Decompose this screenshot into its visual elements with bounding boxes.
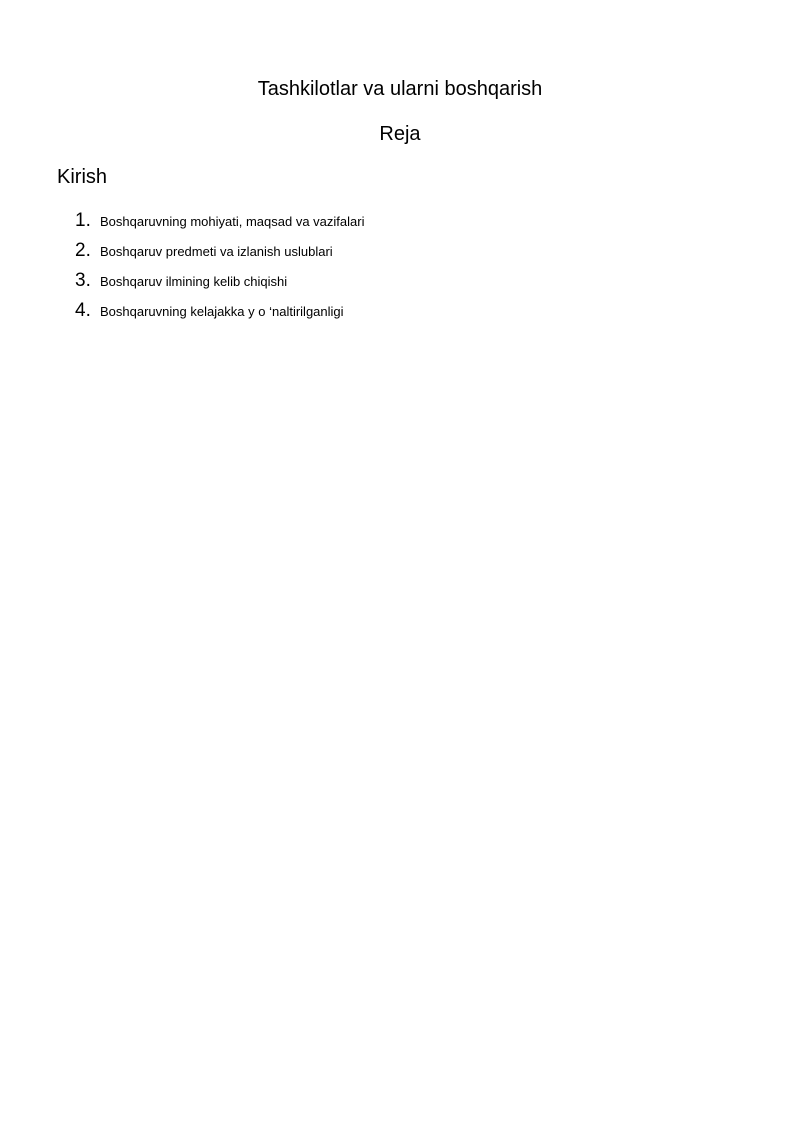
plan-heading: Reja [379, 123, 421, 145]
plan-item [75, 238, 364, 268]
plan-item-text: Boshqaruvning mohiyati, maqsad va vazifalari [100, 214, 365, 229]
plan-item-number: 1. [75, 210, 91, 231]
plan-list [75, 208, 364, 328]
plan-item-number: 4. [75, 300, 91, 321]
introduction-heading: Kirish [57, 166, 108, 188]
plan-item-text: Boshqaruv ilmining kelib chiqishi [100, 274, 288, 289]
plan-item-number: 2. [75, 240, 91, 261]
document-title: Tashkilotlar va ularni boshqarish [257, 78, 543, 100]
plan-item-number: 3. [75, 270, 91, 291]
plan-item-text: Boshqaruv predmeti va izlanish uslublari [100, 244, 333, 259]
plan-item [75, 298, 364, 328]
plan-item [75, 208, 364, 238]
plan-item [75, 268, 364, 298]
plan-item-text: Boshqaruvning kelajakka y o ‘naltirilganligi [100, 304, 344, 319]
